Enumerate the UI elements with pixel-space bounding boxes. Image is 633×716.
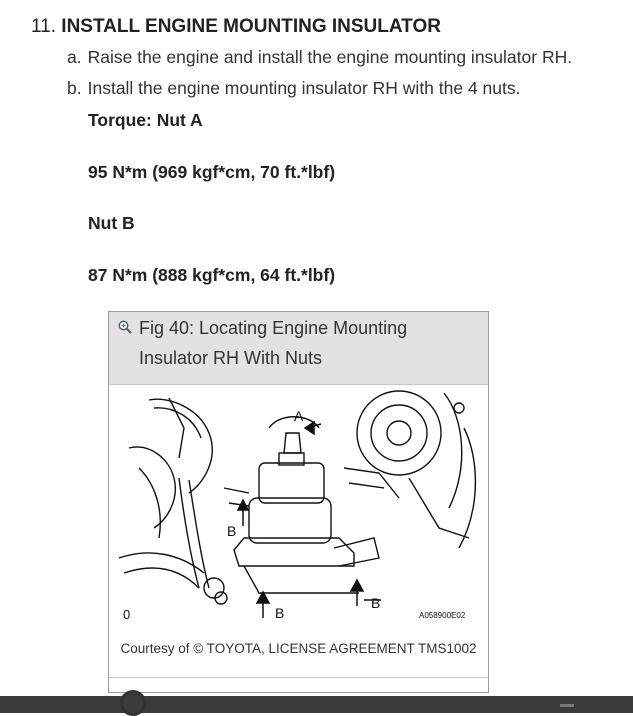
- circle-icon[interactable]: [120, 690, 146, 716]
- substep-text: Raise the engine and install the engine mounting insulator RH.: [87, 47, 573, 67]
- label-b-bottom: B: [275, 605, 285, 621]
- figure-header[interactable]: [109, 312, 488, 385]
- label-b-left: B: [227, 523, 237, 539]
- step-number: 11.: [31, 16, 57, 37]
- zoom-icon[interactable]: [118, 320, 132, 334]
- engine-mount-diagram: [109, 388, 488, 628]
- torque-nut-a-label: Torque: Nut A: [88, 110, 203, 130]
- torque-nut-b-value: 87 N*m (888 kgf*cm, 64 ft.*lbf): [88, 265, 336, 285]
- torque-nut-a-value: 95 N*m (969 kgf*cm, 70 ft.*lbf): [88, 162, 336, 182]
- arrow-icon[interactable]: [560, 704, 574, 711]
- substep-a: [67, 47, 572, 68]
- substep-text: Install the engine mounting insulator RH with the 4 nuts.: [87, 78, 521, 98]
- substep-letter: b.: [67, 78, 82, 98]
- label-a: A: [294, 408, 304, 424]
- figure-code: A058900E02: [419, 611, 466, 620]
- figure-divider: [109, 677, 488, 678]
- label-b-right: B: [371, 595, 381, 611]
- figure-box: [108, 311, 489, 693]
- figure-title-line2: Insulator RH With Nuts: [139, 348, 323, 368]
- figure-title-line1: Fig 40: Locating Engine Mounting: [139, 318, 408, 338]
- nut-b-label: Nut B: [88, 213, 135, 233]
- substep-b: [67, 78, 521, 99]
- step-title: [31, 16, 441, 38]
- figure-caption: Courtesy of © TOYOTA, LICENSE AGREEMENT TMS1002: [120, 641, 477, 656]
- step-heading: INSTALL ENGINE MOUNTING INSULATOR: [61, 16, 441, 37]
- label-zero: 0: [123, 607, 131, 622]
- bottom-toolbar: [0, 696, 633, 713]
- substep-letter: a.: [67, 47, 82, 67]
